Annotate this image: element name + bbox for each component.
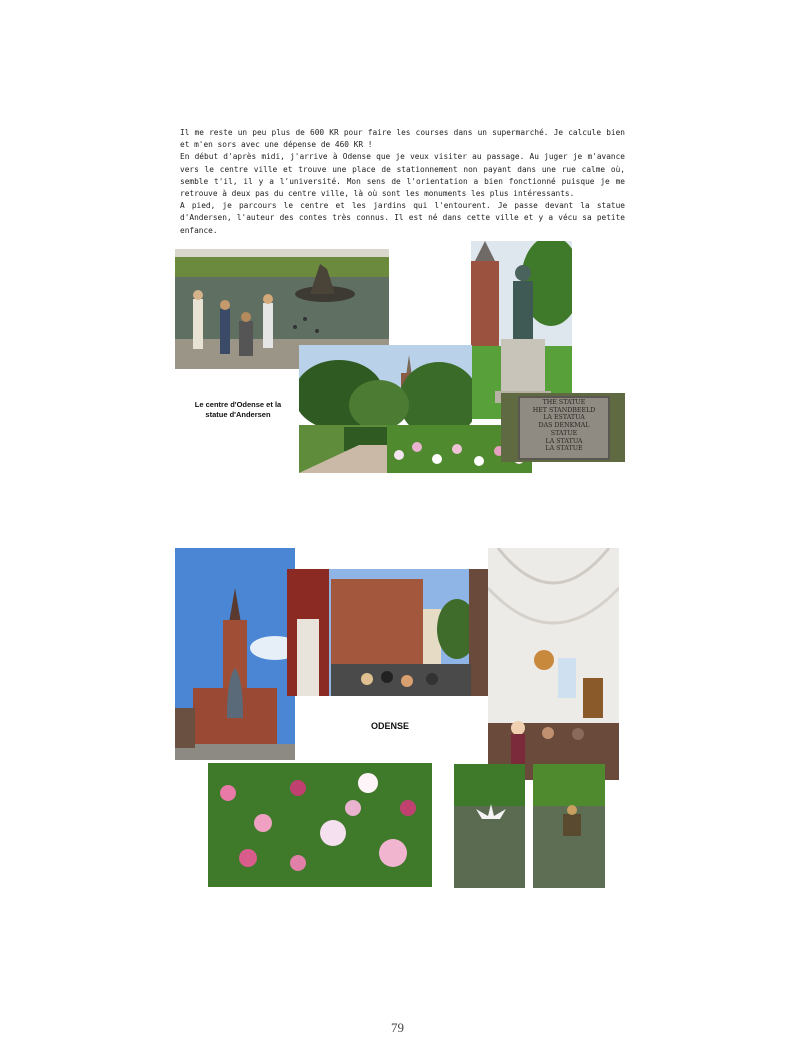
paragraph-3: A pied, je parcours le centre et les jardins qui l'entourent. Je passe devant la statue d'Andersen, l'auteur des contes très connus. Il est né dans cette ville et y a vécu sa petite enfance. <box>180 201 625 235</box>
paper-boat-photo <box>454 764 525 888</box>
street-scene-photo <box>287 569 515 696</box>
plaque-line: HET STANDBEELD <box>532 406 596 414</box>
plaque-line: THE STATUE <box>542 399 586 406</box>
cathedral-exterior-photo <box>175 548 295 760</box>
plaque-line: LA STATUA <box>545 437 583 445</box>
body-text <box>180 127 625 237</box>
statue-plaque-photo <box>501 393 625 462</box>
paragraph-2: En début d'après midi, j'arrive à Odense que je veux visiter au passage. Au juger je m'avance vers le centre ville et trouve une place de stationnement non payant dans une rue calme où, semble t'il, il y a l'université. Mon sens de l'orientation a bien fonctionné puisque je me retrouve à deux pas du centre ville, là où sont les monuments les plus intéressants. <box>180 152 625 199</box>
cathedral-interior-photo <box>488 548 619 780</box>
plaque-line: LA ESTATUA <box>543 414 585 422</box>
collage-1-caption: Le centre d'Odense et la statue d'Andersen <box>194 400 282 419</box>
plaque-text <box>523 399 605 453</box>
collage-2-caption: ODENSE <box>370 721 409 731</box>
plaque-line: LA STATUE <box>545 445 583 453</box>
canal-boat-photo <box>533 764 605 888</box>
plaque-line: DAS DENKMAL <box>538 422 590 430</box>
plaque-line: STATUE <box>550 429 578 437</box>
page-number: 79 <box>391 1020 404 1035</box>
paragraph-1: Il me reste un peu plus de 600 KR pour faire les courses dans un supermarché. Je calcule bien et m'en sors avec une dépense de 460 KR ! <box>180 128 625 150</box>
dahlia-flowers-photo <box>208 763 432 887</box>
